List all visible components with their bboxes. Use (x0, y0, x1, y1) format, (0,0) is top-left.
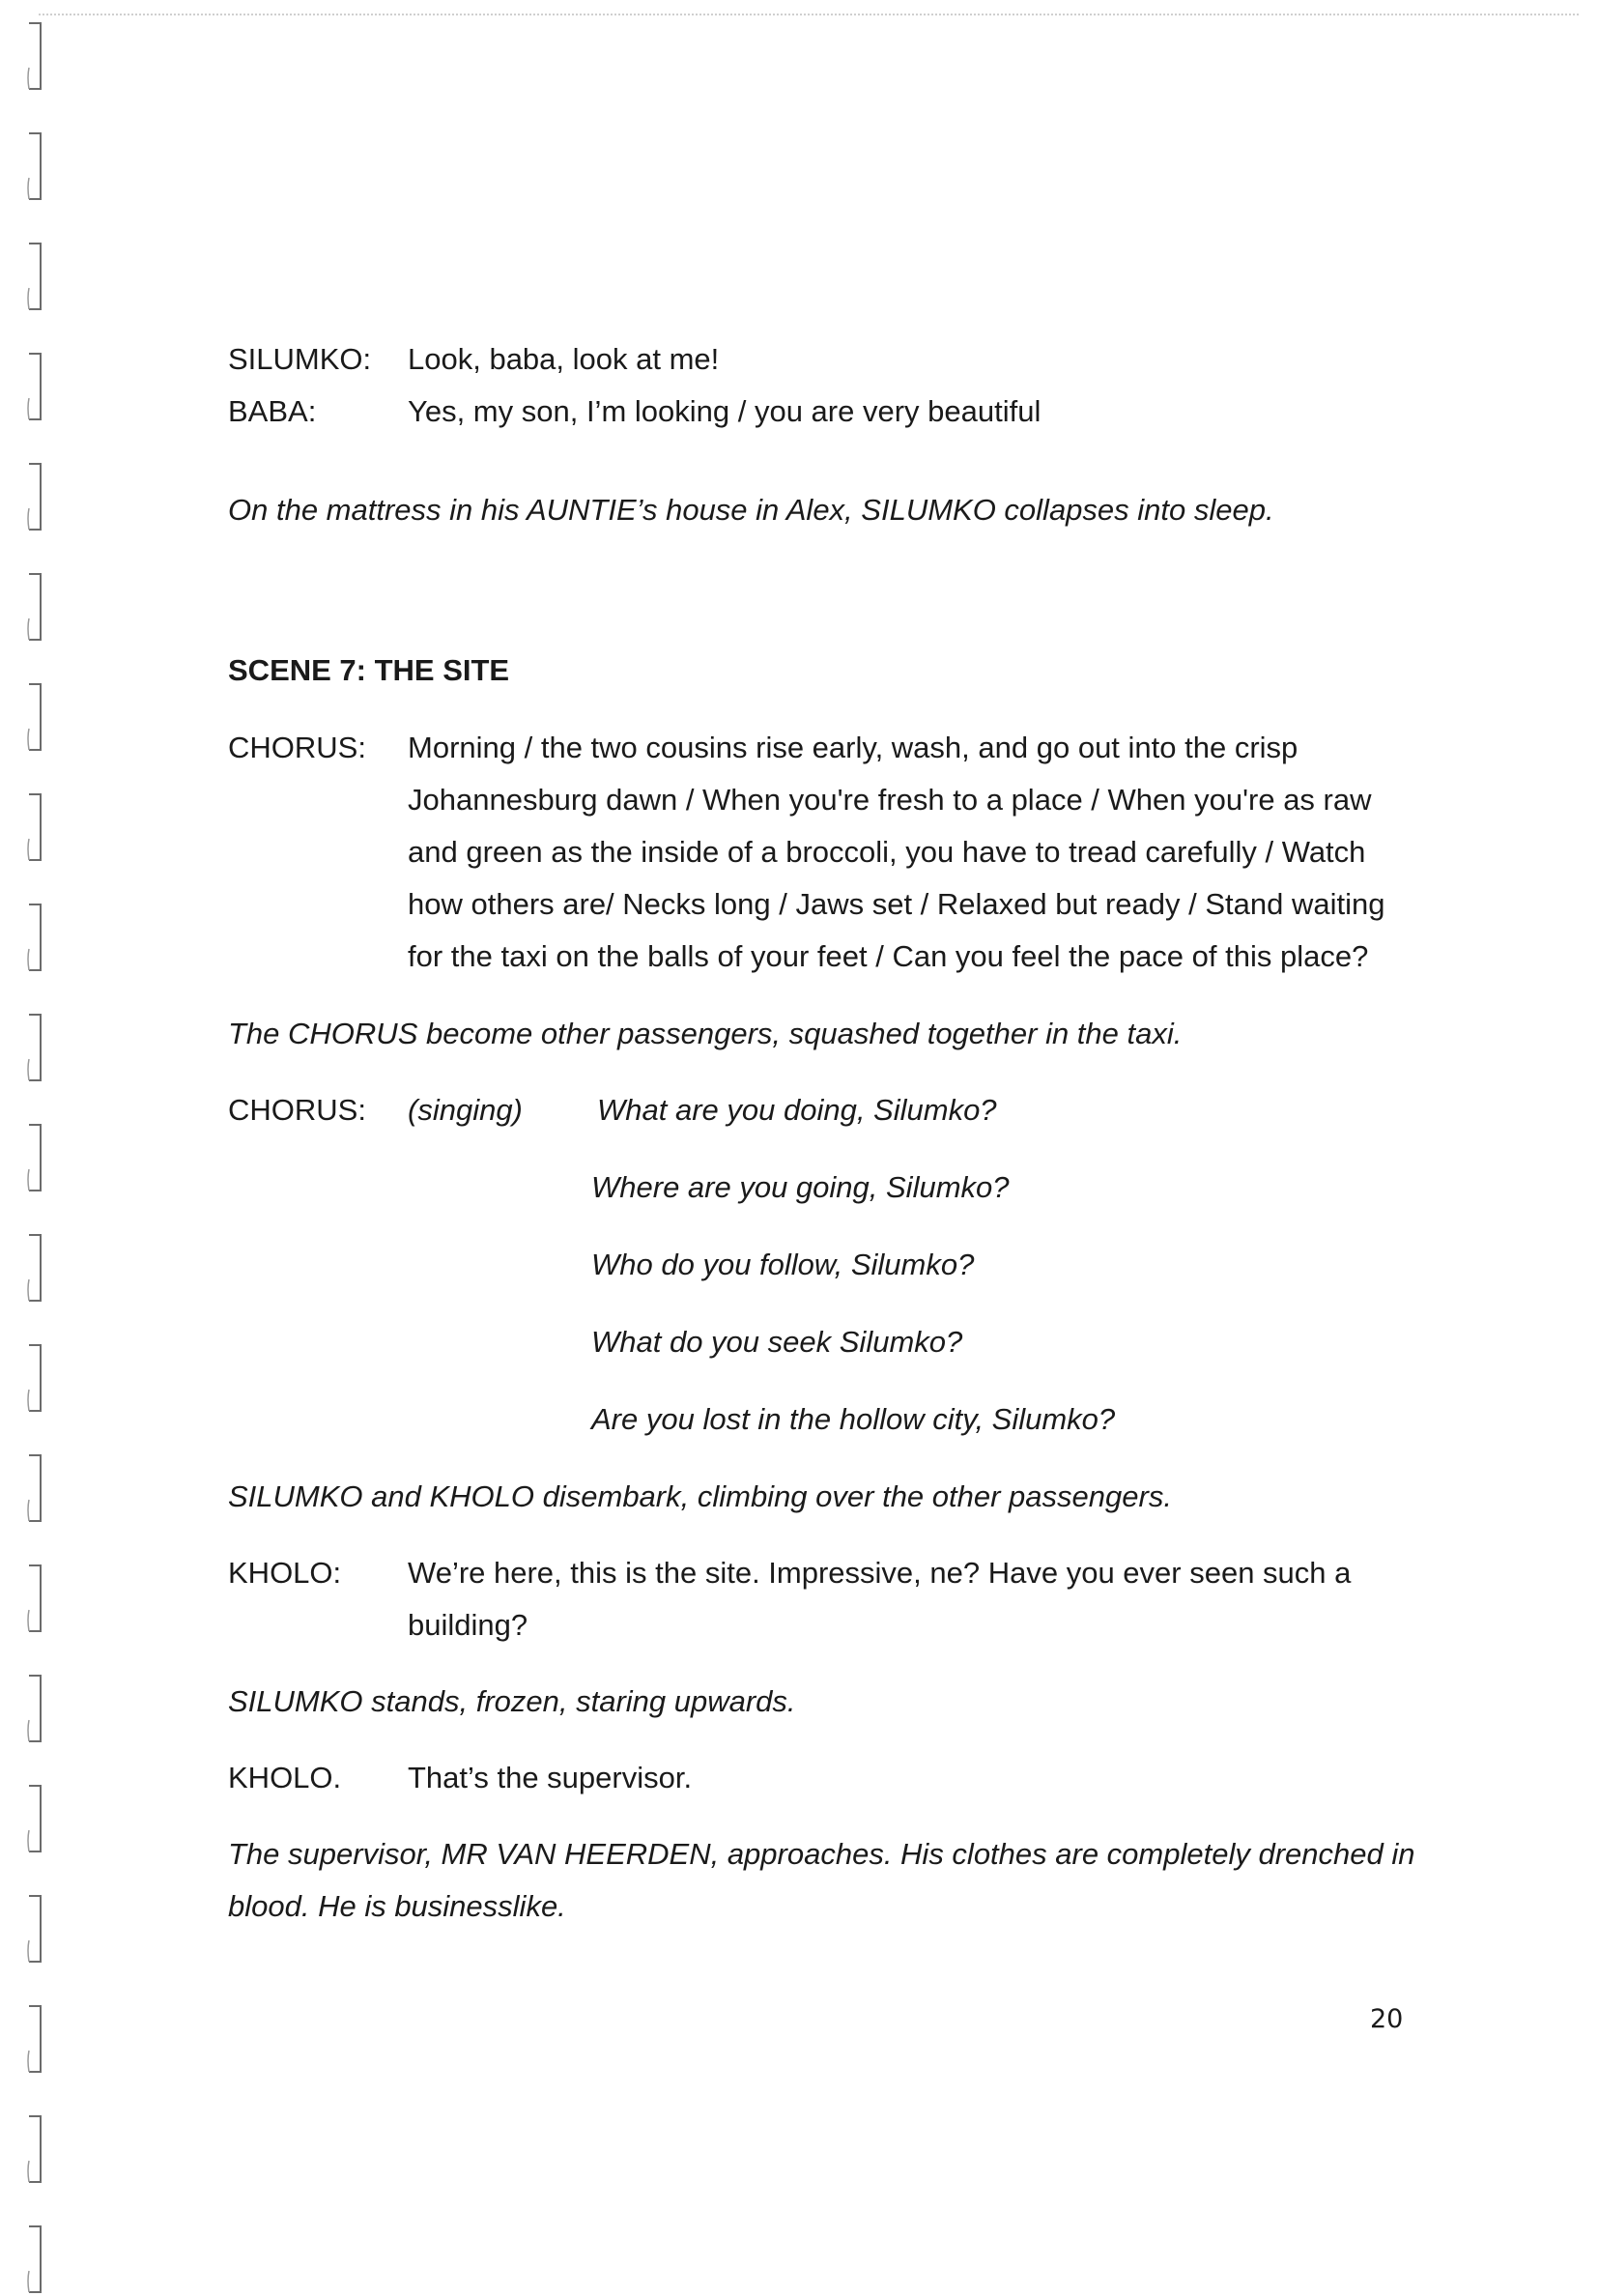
stage-direction: SILUMKO stands, frozen, staring upwards. (228, 1684, 796, 1718)
scan-top-edge (39, 14, 1579, 15)
dialogue-text: Morning / the two cousins rise early, wash, and go out into the crisp Johannesburg dawn / When you're fresh to a place / When you're as raw and green as the inside of a broccoli, you have to tread carefully / Watch how others are/ Necks long / Jaws set / Relaxed but ready / Stand waiting for the taxi on the balls of your feet / Can you feel the pace of this place? (408, 731, 1385, 973)
binder-ring (27, 1121, 46, 1194)
dialogue-line (228, 722, 1416, 983)
binder-ring (27, 2002, 46, 2076)
scene-heading: SCENE 7: THE SITE (228, 653, 510, 687)
binder-ring (27, 1451, 46, 1525)
binder-ring (27, 1782, 46, 1855)
binder-ring (27, 1892, 46, 1966)
song-heading (228, 1084, 1416, 1136)
dialogue-line (228, 386, 1416, 438)
stage-direction: The supervisor, MR VAN HEERDEN, approaches. His clothes are completely drenched in blood. He is businesslike. (228, 1837, 1415, 1923)
binder-ring (27, 19, 46, 93)
song-line: Who do you follow, Silumko? (591, 1248, 975, 1281)
binder-ring (27, 790, 46, 864)
dialogue-line (228, 1547, 1416, 1651)
binder-ring (27, 240, 46, 313)
speaker-name: BABA: (228, 394, 317, 428)
stage-direction: On the mattress in his AUNTIE’s house in Alex, SILUMKO collapses into sleep. (228, 493, 1274, 527)
song-lines (228, 1162, 1416, 1446)
dialogue-line (228, 333, 1416, 386)
dialogue-text: We’re here, this is the site. Impressive, ne? Have you ever seen such a building? (408, 1556, 1352, 1642)
song-line: What are you doing, Silumko? (597, 1093, 997, 1127)
page-number: 20 (1370, 2004, 1404, 2034)
binder-ring (27, 680, 46, 754)
binder-rings (21, 0, 60, 2261)
binder-ring (27, 350, 46, 423)
speaker-name: KHOLO. (228, 1761, 342, 1794)
binder-ring (27, 1562, 46, 1635)
script-page (228, 333, 1416, 1933)
song-line: Where are you going, Silumko? (591, 1170, 1010, 1204)
dialogue-text: Look, baba, look at me! (408, 342, 720, 376)
speaker-name: KHOLO: (228, 1556, 342, 1590)
binder-ring (27, 901, 46, 974)
song-line: Are you lost in the hollow city, Silumko? (591, 1402, 1116, 1436)
binder-ring (27, 1672, 46, 1745)
binder-ring (27, 129, 46, 203)
binder-ring (27, 570, 46, 644)
dialogue-text: Yes, my son, I’m looking / you are very beautiful (408, 394, 1042, 428)
dialogue-text: That’s the supervisor. (408, 1761, 693, 1794)
stage-direction: SILUMKO and KHOLO disembark, climbing over the other passengers. (228, 1479, 1172, 1513)
speaker-name: CHORUS: (228, 731, 366, 764)
stage-direction: The CHORUS become other passengers, squashed together in the taxi. (228, 1017, 1183, 1050)
speaker-name: CHORUS: (228, 1093, 366, 1127)
binder-ring (27, 1011, 46, 1084)
parenthetical: (singing) (408, 1093, 523, 1127)
binder-ring (27, 2223, 46, 2296)
binder-ring (27, 460, 46, 533)
binder-ring (27, 1341, 46, 1415)
binder-ring (27, 2112, 46, 2186)
song-line: What do you seek Silumko? (591, 1325, 963, 1359)
speaker-name: SILUMKO: (228, 342, 372, 376)
binder-ring (27, 1231, 46, 1305)
dialogue-line (228, 1752, 1416, 1804)
